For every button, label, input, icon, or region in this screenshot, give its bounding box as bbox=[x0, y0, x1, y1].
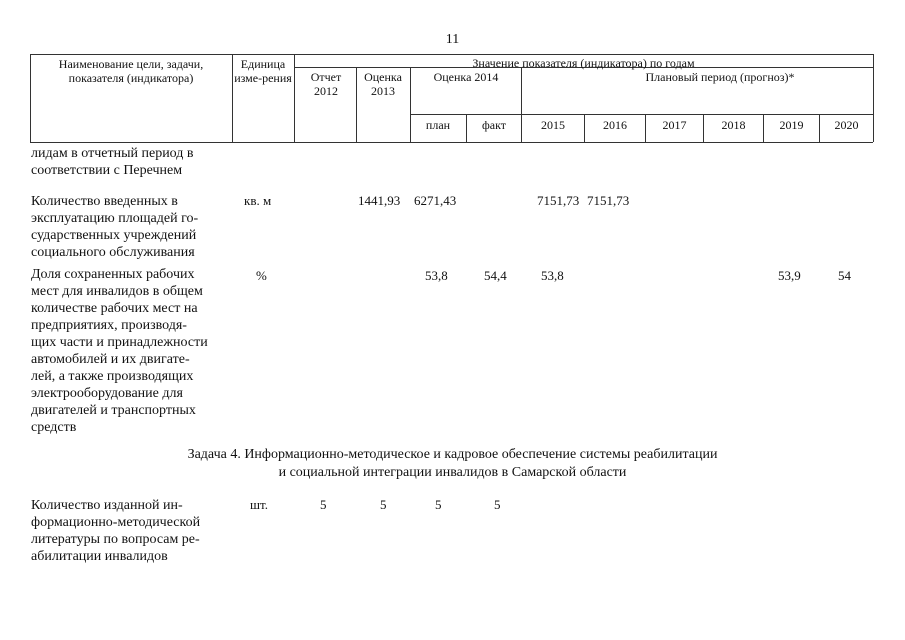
row-name-line: количестве рабочих мест на bbox=[31, 301, 198, 316]
header-plan-period: Плановый период (прогноз)* bbox=[645, 70, 795, 84]
table-row-area bbox=[31, 193, 227, 261]
header-group-title: Значение показателя (индикатора) по годам bbox=[472, 56, 695, 70]
row-name-line: формационно-методической bbox=[31, 515, 201, 530]
row-name-line: лей, а также производящих bbox=[31, 369, 194, 384]
cell-2020: 54 bbox=[838, 268, 851, 283]
cell-2012: 5 bbox=[320, 497, 327, 512]
row-name-line: мест для инвалидов в общем bbox=[31, 284, 203, 299]
cell-2014-fact: 54,4 bbox=[484, 268, 507, 283]
header-year-2016: 2016 bbox=[603, 118, 627, 132]
header-year-2015: 2015 bbox=[541, 118, 565, 132]
cell-2014-plan: 5 bbox=[435, 497, 442, 512]
row-unit: кв. м bbox=[244, 193, 272, 208]
row-name-line: абилитации инвалидов bbox=[31, 549, 168, 564]
header-plan: план bbox=[425, 118, 451, 132]
header-year-2017: 2017 bbox=[662, 118, 687, 132]
cell-2014-plan: 53,8 bbox=[425, 268, 448, 283]
row-name-line: Количество введенных в bbox=[31, 194, 178, 209]
row-name-line: литературы по вопросам ре- bbox=[31, 532, 200, 547]
header-name-column: Наименование цели, задачи, показателя (индикатора) bbox=[58, 57, 204, 85]
header-year-2020: 2020 bbox=[834, 118, 859, 132]
row-name-line: предприятиях, производя- bbox=[31, 318, 187, 333]
row-name-line: Количество изданной ин- bbox=[31, 498, 183, 513]
table-row-jobs bbox=[31, 266, 227, 436]
task-4-line-1: Задача 4. Информационно-методическое и кадровое обеспечение системы реабилитации bbox=[187, 447, 718, 462]
cell-2013: 1441,93 bbox=[358, 193, 401, 208]
row-name-line: средств bbox=[31, 420, 77, 435]
row-name-line: электрооборудование для bbox=[31, 386, 183, 401]
row-name-line: сударственных учреждений bbox=[31, 228, 197, 243]
row-name-line: социального обслуживания bbox=[31, 245, 195, 260]
header-fact: факт bbox=[481, 118, 507, 132]
row-name-line: лидам в отчетный период в bbox=[31, 146, 194, 161]
cell-2015: 53,8 bbox=[541, 268, 564, 283]
table-row-continuation bbox=[31, 145, 227, 179]
cell-2016: 7151,73 bbox=[587, 193, 630, 208]
row-name-line: автомобилей и их двигате- bbox=[31, 352, 190, 367]
row-name-line: Доля сохраненных рабочих bbox=[31, 267, 195, 282]
row-name-line: двигателей и транспортных bbox=[31, 403, 196, 418]
row-unit: % bbox=[256, 268, 267, 283]
table-row-literature bbox=[31, 497, 227, 565]
header-unit-column: Единица изме-рения bbox=[234, 57, 292, 85]
cell-2013: 5 bbox=[380, 497, 387, 512]
header-year-2018: 2018 bbox=[721, 118, 746, 132]
cell-2014-plan: 6271,43 bbox=[414, 193, 457, 208]
row-name-line: щих части и принадлежности bbox=[31, 335, 208, 350]
header-estimate-2013: Оценка 2013 bbox=[364, 70, 402, 98]
header-estimate-2014: Оценка 2014 bbox=[433, 70, 499, 84]
task-4-line-2: и социальной интеграции инвалидов в Самарской области bbox=[278, 465, 627, 480]
header-report-2012: Отчет 2012 bbox=[310, 70, 342, 98]
page-number: 11 bbox=[445, 32, 460, 47]
header-year-2019: 2019 bbox=[779, 118, 804, 132]
row-unit: шт. bbox=[250, 497, 268, 512]
cell-2015: 7151,73 bbox=[537, 193, 580, 208]
row-name-line: соответствии с Перечнем bbox=[31, 163, 183, 178]
cell-2019: 53,9 bbox=[778, 268, 801, 283]
task-4-title bbox=[0, 446, 905, 482]
row-name-line: эксплуатацию площадей го- bbox=[31, 211, 199, 226]
cell-2014-fact: 5 bbox=[494, 497, 501, 512]
